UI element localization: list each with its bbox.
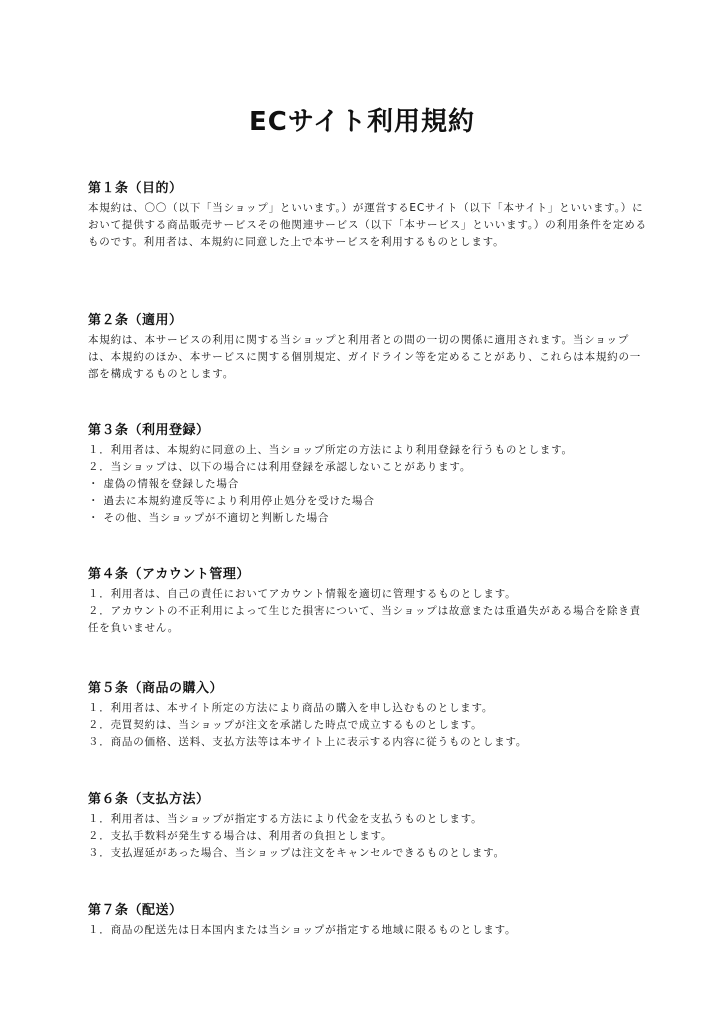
clause-line: １．利用者は、自己の責任においてアカウント情報を適切に管理するものとします。 bbox=[88, 588, 517, 600]
document-title: ECサイト利用規約 bbox=[248, 107, 476, 137]
article-heading: 第４条（アカウント管理） bbox=[88, 567, 250, 582]
article-heading: 第７条（配送） bbox=[88, 903, 183, 918]
clause-line: １．商品の配送先は日本国内または当ショップが指定する地域に限るものとします。 bbox=[88, 924, 517, 936]
bullet-line: ・ その他、当ショップが不適切と判断した場合 bbox=[88, 512, 330, 524]
article-heading: 第６条（支払方法） bbox=[88, 792, 210, 807]
article-heading: 第１条（目的） bbox=[88, 181, 183, 196]
clause-line: １．利用者は、本サイト所定の方法により商品の購入を申し込むものとします。 bbox=[88, 702, 494, 714]
article-2 bbox=[88, 312, 648, 383]
article-paragraph: 本規約は、〇〇（以下「当ショップ」といいます。）が運営するECサイト（以下「本サイト」といいます。）において提供する商品販売サービスその他関連サービス（以下「本サービス」といいます。）の利用条件を定めるものです。利用者は、本規約に同意した上で本サービスを利用するものとします。 bbox=[88, 202, 647, 248]
clause-line: １．利用者は、本規約に同意の上、当ショップ所定の方法により利用登録を行うものとします。 bbox=[88, 444, 573, 456]
article-6 bbox=[88, 791, 648, 862]
article-heading: 第５条（商品の購入） bbox=[88, 681, 224, 696]
article-heading: 第３条（利用登録） bbox=[88, 423, 210, 438]
article-7 bbox=[88, 902, 648, 939]
article-paragraph: 本規約は、本サービスの利用に関する当ショップと利用者との間の一切の関係に適用されます。当ショップは、本規約のほか、本サービスに関する個別規定、ガイドライン等を定めることがあり、これらは本規約の一部を構成するものとします。 bbox=[88, 334, 642, 380]
article-heading: 第２条（適用） bbox=[88, 313, 183, 328]
clause-line: １．利用者は、当ショップが指定する方法により代金を支払うものとします。 bbox=[88, 813, 483, 825]
bullet-line: ・ 虚偽の情報を登録した場合 bbox=[88, 478, 240, 490]
clause-line: ２．当ショップは、以下の場合には利用登録を承認しないことがあります。 bbox=[88, 461, 472, 473]
article-5 bbox=[88, 680, 648, 751]
bullet-line: ・ 過去に本規約違反等により利用停止処分を受けた場合 bbox=[88, 495, 375, 507]
clause-line: ３．商品の価格、送料、支払方法等は本サイト上に表示する内容に従うものとします。 bbox=[88, 736, 528, 748]
clause-line: ２．売買契約は、当ショップが注文を承諾した時点で成立するものとします。 bbox=[88, 719, 483, 731]
clause-line: ２．アカウントの不正利用によって生じた損害について、当ショップは故意または重過失がある場合を除き責任を負いません。 bbox=[88, 605, 641, 634]
article-4 bbox=[88, 566, 648, 637]
article-1 bbox=[88, 180, 648, 251]
clause-line: ２．支払手数料が発生する場合は、利用者の負担とします。 bbox=[88, 830, 393, 842]
clause-line: ３．支払遅延があった場合、当ショップは注文をキャンセルできるものとします。 bbox=[88, 847, 505, 859]
article-3 bbox=[88, 422, 648, 527]
